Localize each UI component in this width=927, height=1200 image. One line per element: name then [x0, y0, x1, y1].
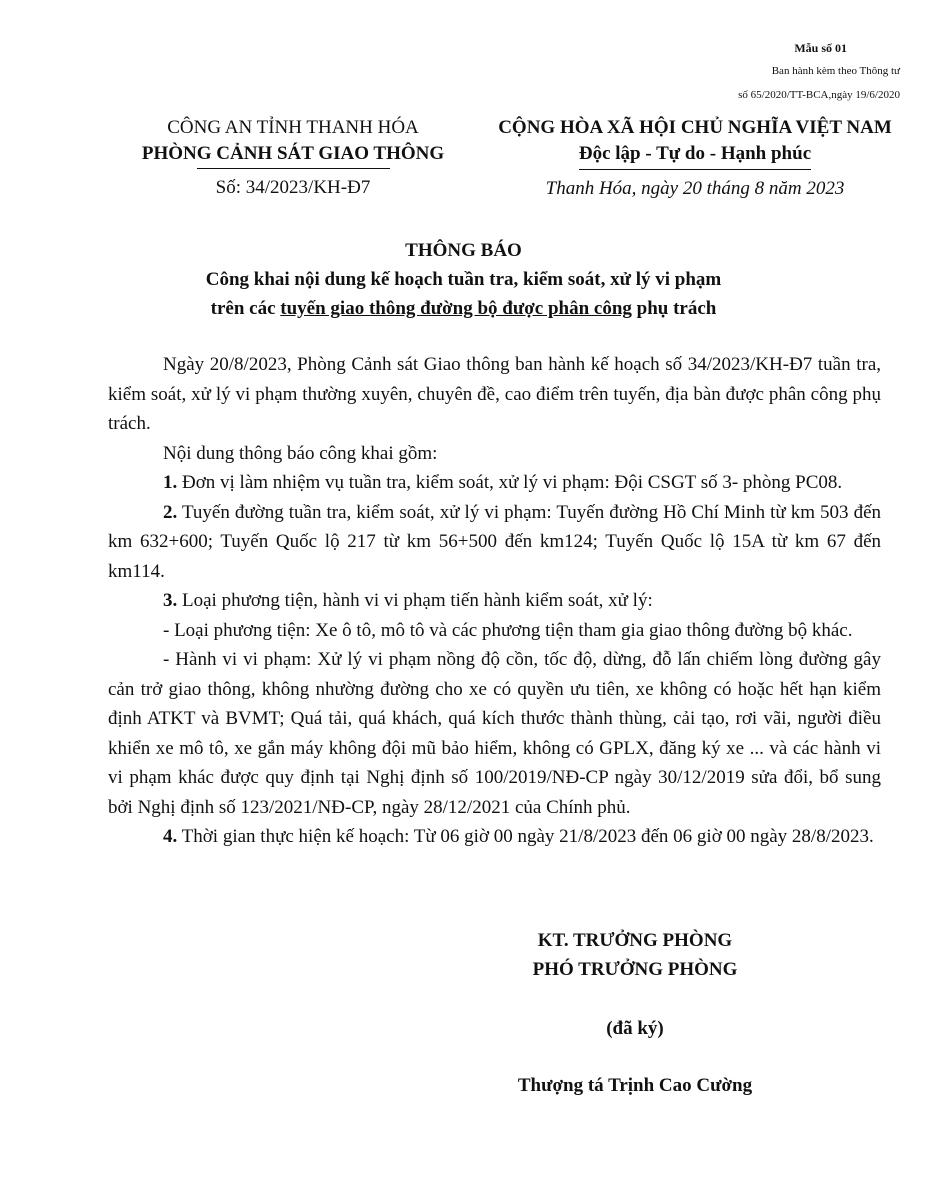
- form-note-line2: số 65/2020/TT-BCA,ngày 19/6/2020: [738, 89, 900, 101]
- form-number: Mẫu số 01: [794, 41, 847, 55]
- vehicles-paragraph: - Loại phương tiện: Xe ô tô, mô tô và các phương tiện tham gia giao thông đường bộ khác.: [163, 619, 853, 641]
- item-1-number: 1.: [163, 472, 178, 493]
- item-4-text: Thời gian thực hiện kế hoạch: Từ 06 giờ 00 ngày 21/8/2023 đến 06 giờ 00 ngày 28/8/2023.: [177, 826, 874, 847]
- subtitle-post: phụ trách: [631, 298, 717, 319]
- agency-name: PHÒNG CẢNH SÁT GIAO THÔNG: [141, 143, 445, 164]
- form-note-line1: Ban hành kèm theo Thông tư: [771, 65, 900, 77]
- agency-parent: CÔNG AN TỈNH THANH HÓA: [167, 117, 419, 138]
- issuing-agency: [103, 115, 483, 201]
- signer-name: Thượng tá Trịnh Cao Cường: [517, 1075, 753, 1096]
- subtitle-pre: trên các: [210, 298, 281, 319]
- nation-title: CỘNG HÒA XÃ HỘI CHỦ NGHĨA VIỆT NAM: [498, 117, 892, 138]
- item-4: [108, 822, 881, 852]
- item-1: [108, 468, 881, 498]
- item-2: [108, 498, 881, 587]
- intro-paragraph: Ngày 20/8/2023, Phòng Cảnh sát Giao thông ban hành kế hoạch số 34/2023/KH-Đ7 tuần tra, kiểm soát, xử lý vi phạm thường xuyên, chuyên đề, cao điểm trên tuyến, địa bàn được phân công phụ trách.: [108, 354, 881, 434]
- document-title: THÔNG BÁO: [405, 240, 522, 261]
- national-header: [482, 115, 908, 202]
- lead-paragraph: Nội dung thông báo công khai gồm:: [163, 442, 438, 464]
- item-1-text: Đơn vị làm nhiệm vụ tuần tra, kiểm soát, xử lý vi phạm: Đội CSGT số 3- phòng PC08.: [177, 472, 843, 493]
- national-motto: Độc lập - Tự do - Hạnh phúc: [579, 141, 811, 170]
- document-number: Số: 34/2023/KH-Đ7: [215, 177, 371, 198]
- item-4-number: 4.: [163, 826, 178, 847]
- signature-position: PHÓ TRƯỞNG PHÒNG: [532, 959, 738, 980]
- agency-underline: [197, 168, 390, 169]
- item-3-number: 3.: [163, 590, 178, 611]
- document-subtitle-line1: Công khai nội dung kế hoạch tuần tra, kiểm soát, xử lý vi phạm: [205, 269, 722, 290]
- document-body: [108, 350, 881, 852]
- signature-status: (đã ký): [606, 1018, 664, 1039]
- item-2-number: 2.: [163, 501, 178, 523]
- item-3: [108, 586, 881, 616]
- signature-title: KT. TRƯỞNG PHÒNG: [537, 930, 733, 951]
- item-3-text: Loại phương tiện, hành vi vi phạm tiến hành kiểm soát, xử lý:: [177, 590, 653, 611]
- dateline: Thanh Hóa, ngày 20 tháng 8 năm 2023: [545, 178, 845, 199]
- document-subtitle-line2: [0, 298, 927, 320]
- item-2-text: Tuyến đường tuần tra, kiểm soát, xử lý vi phạm: Tuyến đường Hồ Chí Minh từ km 503 đến km 632+600; Tuyến Quốc lộ 217 từ km 56+500 đến km124; Tuyến Quốc lộ 15A từ km 67 đến km114.: [108, 501, 881, 582]
- subtitle-underlined: tuyến giao thông đường bộ được phân công: [280, 298, 632, 319]
- violations-paragraph: - Hành vi vi phạm: Xử lý vi phạm nồng độ cồn, tốc độ, dừng, đỗ lấn chiếm lòng đường gây cản trở giao thông, không nhường đường cho xe có quyền ưu tiên, xe không có hoặc hết hạn kiểm định ATKT và BVMT; Quá tải, quá khách, quá kích thước thành thùng, cải tạo, rơi vãi, người điều khiển xe mô tô, xe gắn máy không đội mũ bảo hiểm, không có GPLX, đăng ký xe ... và các hành vi vi phạm khác được quy định tại Nghị định số 100/2019/NĐ-CP ngày 30/12/2019 sửa đổi, bổ sung bởi Nghị định số 123/2021/NĐ-CP, ngày 28/12/2021 của Chính phủ.: [108, 649, 881, 818]
